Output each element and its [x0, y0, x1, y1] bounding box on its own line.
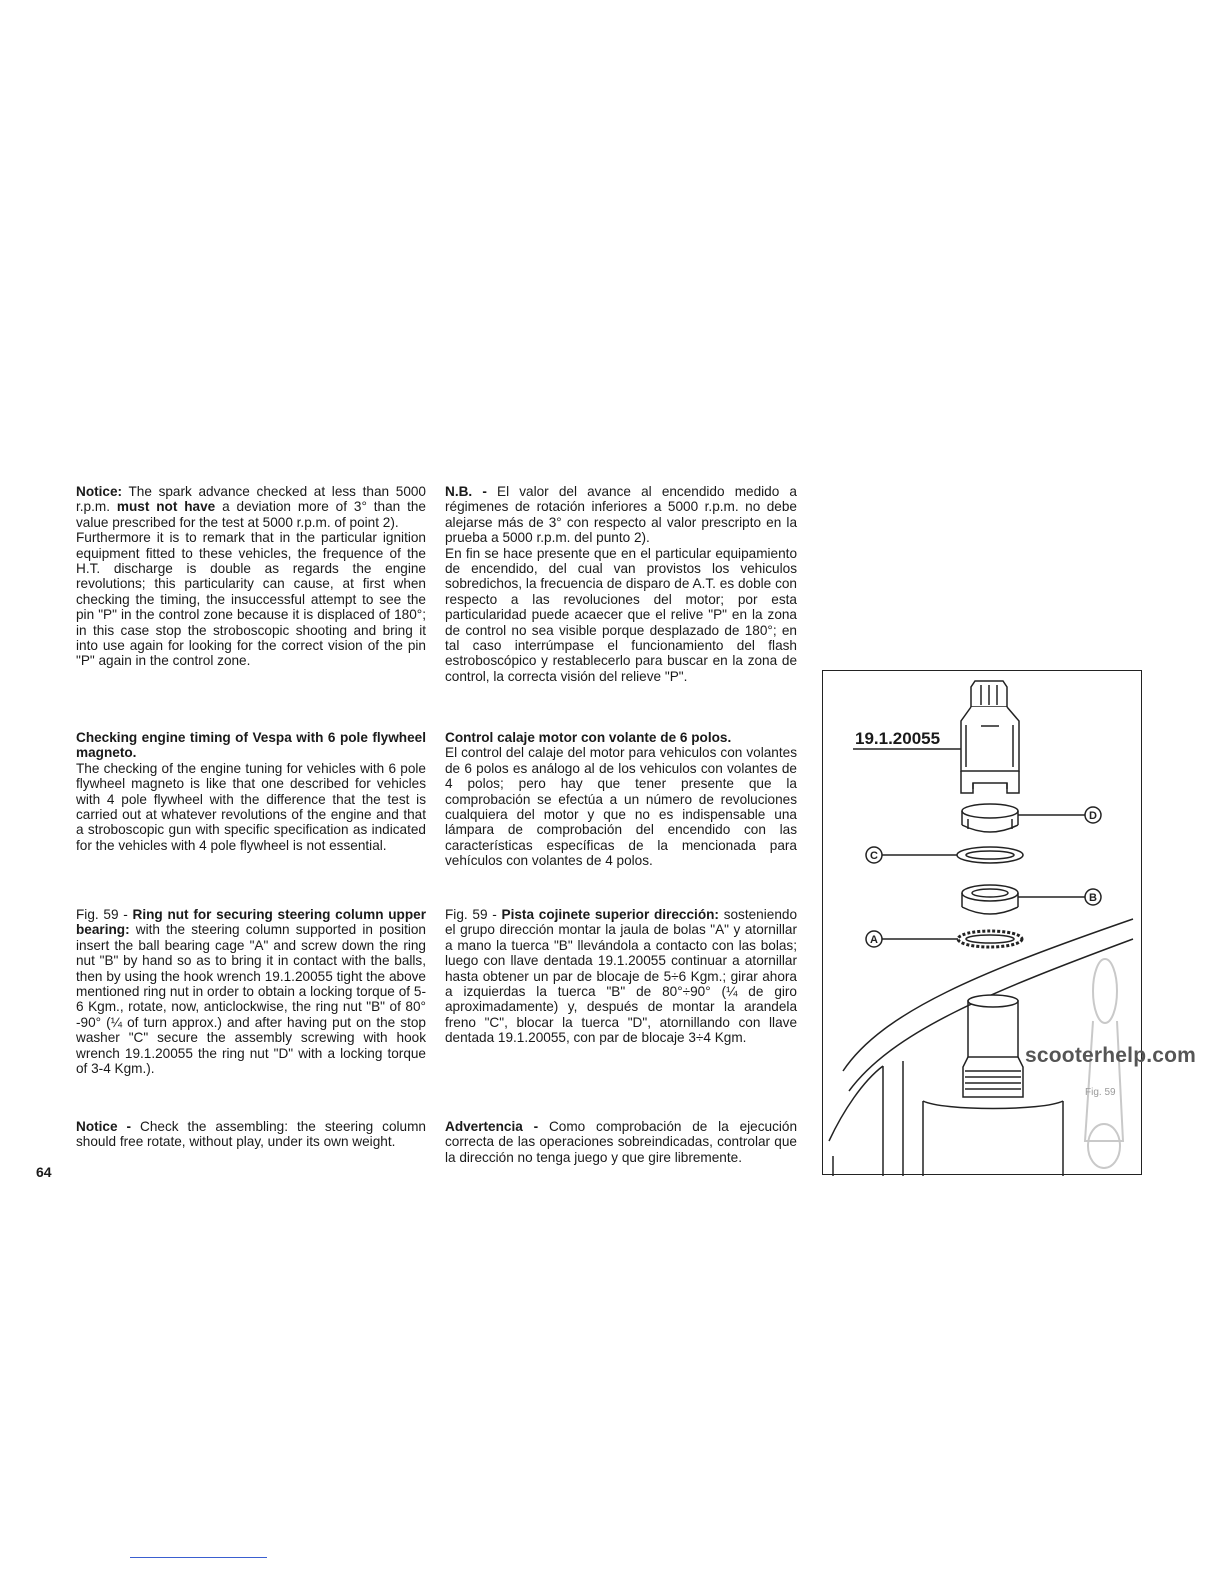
fig59-prefix-en: Fig. 59 -: [76, 907, 133, 922]
notice-text-1: The spark advance checked at less than 5000 r.p.m.: [76, 484, 426, 515]
calaje-heading-text: Control calaje motor con volante de 6 polos.: [445, 730, 732, 745]
stop-washer-c-drawing: [866, 847, 1023, 863]
fig59-prefix-es: Fig. 59 -: [445, 907, 502, 922]
fig59-body-en: with the steering column supported in position insert the ball bearing cage "A" and screw down the ring nut "B" by hand so as to bring it in contact with the balls, then by using the hook wrench 19.1.20055 tight the above mentioned ring nut in order to obtain a locking torque of 5-6 Kgm., rotate, now, anticlockwise, the ring nut "B" of 80° -90° (¼ of turn approx.) and after having put on the stop washer "C" secure the assembly screwing with hook wrench 19.1.20055 the ring nut "D" with a locking torque of 3-4 Kgm.).: [76, 922, 426, 1077]
tool-code-label: 19.1.20055: [855, 729, 941, 748]
timing-body-en: The checking of the engine tuning for vehicles with 6 pole flywheel magneto is like that one described for vehicles with 4 pole flywheel with the difference that the test is carried out at whatever revolutions of the engine and that a stroboscopic gun with specific specification as indicated for the vehicles with 4 pole flywheel is not essential.: [76, 760, 426, 853]
nb-paragraph-es: [445, 484, 797, 546]
fig59-paragraph-en: [76, 907, 426, 1076]
ball-cage-a-drawing: [866, 931, 1022, 947]
label-d: D: [1089, 810, 1097, 822]
nb-body: El valor del avance al encendido medido a régimenes de rotación inferiores a 5000 r.p.m. no debe alejarse más de 3° con respecto al valor prescripto en la prueba a 5000 r.p.m. del punto 2).: [445, 484, 797, 546]
timing-section-en: [76, 730, 426, 853]
notice-assembly-paragraph: [76, 1119, 426, 1150]
label-b: B: [1089, 892, 1097, 904]
notice-assembly-lead: Notice -: [76, 1119, 132, 1134]
calaje-heading-es: [445, 730, 797, 745]
fig59-section-es: [445, 907, 797, 1046]
notice-lead: Notice:: [76, 484, 123, 499]
ring-nut-b-drawing: [962, 885, 1101, 914]
label-a: A: [870, 934, 878, 946]
fig59-paragraph-es: [445, 907, 797, 1046]
figure-caption: Fig. 59: [1085, 1087, 1116, 1098]
notice-assembly-en: [76, 1119, 426, 1150]
advertencia-section-es: [445, 1119, 797, 1165]
advertencia-lead: Advertencia -: [445, 1119, 539, 1134]
timing-heading-en: [76, 730, 426, 761]
fig59-section-en: [76, 907, 426, 1076]
nb-section-es: [445, 484, 797, 684]
notice-advance-en: [76, 484, 426, 669]
fig59-body-es: sosteniendo el grupo dirección montar la jaula de bolas "A" y atornillar a mano la tuerca "B" llevándola a contacto con las bolas; luego con llave dentada 19.1.20055 continuar a atornillar hasta obtener un par de blocaje de 5÷6 Kgm.; girar ahora a izquierdas la tuerca "B" de 80°÷90° (¼ de giro aproximadamente) y, después de montar la arandela freno "C", blocar la tuerca "D", atornillando con llave dentada 19.1.20055, con par de blocaje 3÷4 Kgm.: [445, 907, 798, 1046]
watermark-text: scooterhelp.com: [1025, 1044, 1197, 1067]
bottom-underline: [130, 1557, 267, 1558]
notice-emphasis: must not have: [116, 499, 216, 515]
advertencia-body: Como comprobación de la ejecución correcta de las operaciones sobreindicadas, controlar que la dirección no tenga juego y que gire libremente.: [445, 1119, 798, 1165]
notice-assembly-body: Check the assembling: the steering column should free rotate, without play, under its own weight.: [76, 1119, 426, 1150]
page-number: 64: [36, 1164, 52, 1180]
fig59-title-es: Pista cojinete superior dirección:: [501, 907, 719, 922]
calaje-section-es: [445, 730, 797, 869]
calaje-body-es: El control del calaje del motor para vehiculos con volantes de 6 polos es análogo al de los vehiculos con volantes de 4 polos; pero hay que tener presente que la comprobación se efectúa a un número de revoluciones cualquiera del motor y que no es indispensable una lámpara de comprobación del encendido con las características específicas de la mencionada para vehículos con volantes de 4 polos.: [445, 745, 797, 869]
advertencia-paragraph: [445, 1119, 797, 1165]
figure-59: [822, 670, 1197, 1175]
notice-advance-en-p1: [76, 484, 426, 530]
label-c: C: [870, 850, 878, 862]
nb-paragraph-es-2: En fin se hace presente que en el particular equipamiento de encendido, del cual van provistos los vehiculos sobredichos, la frecuencia de disparo de A.T. es doble con respecto a las revoluciones del motor; por esta particularidad puede acaecer que el relive "P" en la zona de control no sea visible porque desplazado de 180°; en tal caso interrúmpase el funcionamiento del flash estroboscópico y restablecerlo para buscar en la zona de control, la correcta visión del relieve "P".: [445, 545, 797, 684]
notice-text-2: a deviation more of 3° than the value prescribed for the test at 5000 r.p.m. of point 2).: [76, 499, 426, 530]
timing-heading-text: Checking engine timing of Vespa with 6 pole flywheel magneto.: [76, 730, 426, 761]
hook-wrench-drawing: [961, 681, 1019, 793]
nb-lead: N.B. -: [445, 484, 487, 499]
notice-advance-en-p2: Furthermore it is to remark that in the particular ignition equipment fitted to these vehicles, the frequence of the H.T. discharge is double as regards the engine revolutions; this particularity can cause, at first when checking the timing, the insuccessful attempt to see the pin "P" in the control zone because it is displaced of 180°; in this case stop the stroboscopic shooting and bring it into use again for looking for the correct vision of the pin "P" again in the control zone.: [76, 530, 426, 669]
ring-nut-d-drawing: [962, 804, 1101, 832]
fig59-title-en: Ring nut for securing steering column upper bearing:: [76, 907, 426, 938]
